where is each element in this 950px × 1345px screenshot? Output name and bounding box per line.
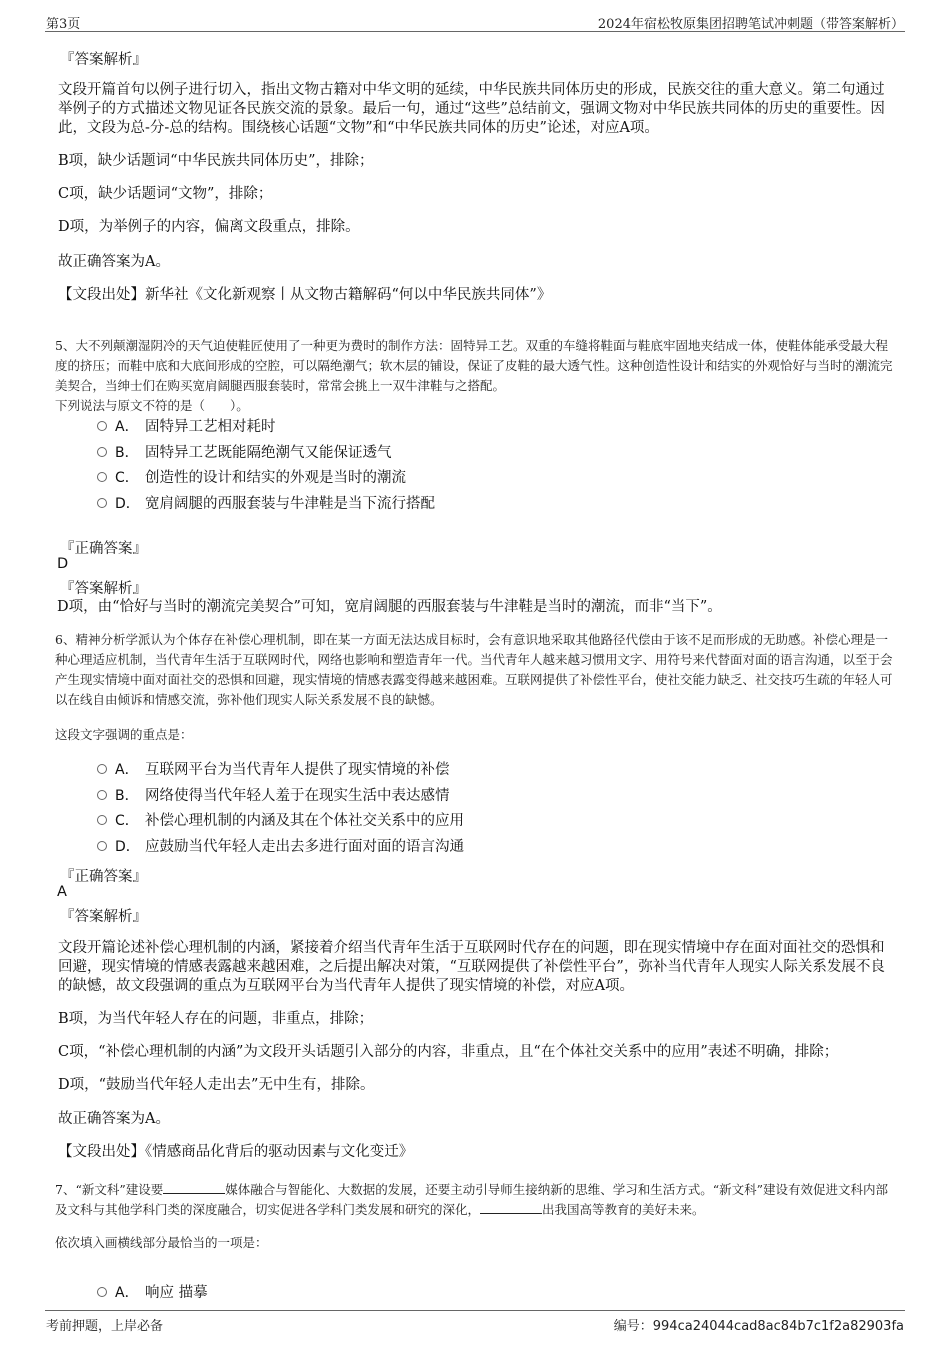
option-text: 应鼓励当代年轻人走出去多进行面对面的语言沟通 bbox=[145, 839, 464, 855]
code-label: 编号： bbox=[613, 1319, 653, 1334]
q4-analysis-p1: 文段开篇首句以例子进行切入，指出文物古籍对中华文明的延续，中华民族共同体历史的形成，民族交往的重大意义。第二句通过举例子的方式描述文物见证各民族交流的景象。最后一句，通过“这些”总结前文，强调文物对中华民族共同体的历史的重要性。因此，文段为总-分-总的结构。围绕核心话题“文物”和“中华民族共同体的历史”论述，对应A项。 bbox=[58, 82, 885, 136]
q7-option-a[interactable] bbox=[97, 1283, 208, 1303]
q7-stem-part3: 出我国高等教育的美好未来。 bbox=[542, 1202, 705, 1217]
radio-icon[interactable] bbox=[97, 421, 107, 431]
q6-analysis-p3: C项，“补偿心理机制的内涵”为文段开头话题引入部分的内容，非重点，且“在个体社交关系中的应用”表述不明确，排除； bbox=[58, 1044, 839, 1060]
fill-blank-2 bbox=[480, 1201, 542, 1214]
option-text: 网络使得当代年轻人羞于在现实生活中表达感情 bbox=[145, 788, 450, 804]
q5-option-b[interactable] bbox=[97, 443, 392, 463]
q5-option-c[interactable] bbox=[97, 468, 406, 488]
q5-correct-answer: D bbox=[57, 556, 69, 572]
q4-analysis-p3: C项，缺少话题词“文物”，排除； bbox=[58, 186, 273, 202]
page-number: 第3页 bbox=[46, 17, 81, 32]
radio-icon[interactable] bbox=[97, 447, 107, 457]
q6-question: 这段文字强调的重点是： bbox=[55, 727, 193, 742]
q5-question: 下列说法与原文不符的是（ ）。 bbox=[55, 398, 249, 413]
q6-analysis-p2: B项，为当代年轻人存在的问题，非重点，排除； bbox=[58, 1011, 374, 1027]
radio-icon[interactable] bbox=[97, 1287, 107, 1297]
option-letter: A． bbox=[115, 419, 139, 435]
option-letter: C． bbox=[115, 470, 139, 486]
q6-source: 【文段出处】《情感商品化背后的驱动因素与文化变迁》 bbox=[58, 1144, 414, 1160]
radio-icon[interactable] bbox=[97, 498, 107, 508]
footer-slogan: 考前押题，上岸必备 bbox=[46, 1319, 164, 1334]
q5-option-a[interactable] bbox=[97, 417, 276, 437]
radio-icon[interactable] bbox=[97, 841, 107, 851]
q5-analysis-label: 『答案解析』 bbox=[60, 581, 147, 597]
q5-option-d[interactable] bbox=[97, 494, 435, 514]
document-title: 2024年宿松牧原集团招聘笔试冲刺题（带答案解析） bbox=[597, 17, 904, 32]
q6-analysis-p4: D项，“鼓励当代年轻人走出去”无中生有，排除。 bbox=[58, 1077, 375, 1093]
q7-question: 依次填入画横线部分最恰当的一项是： bbox=[55, 1235, 268, 1250]
option-text: 响应 描摹 bbox=[145, 1285, 208, 1301]
q6-correct-label: 『正确答案』 bbox=[60, 869, 147, 885]
option-text: 宽肩阔腿的西服套装与牛津鞋是当下流行搭配 bbox=[145, 496, 435, 512]
q6-stem: 6、精神分析学派认为个体存在补偿心理机制，即在某一方面无法达成目标时，会有意识地采取其他路径代偿由于该不足而形成的无助感。补偿心理是一种心理适应机制，当代青年生活于互联网时代，网络也影响和塑造青年一代。当代青年人越来越习惯用文字、用符号来代替面对面的语言沟通，以至于会产生现实情境中面对面社交的恐惧和回避，现实情境的情感表露变得越来越困难。互联网提供了补偿性平台，使社交能力缺乏、社交技巧生疏的年轻人可以在线自由倾诉和情感交流，弥补他们现实人际关系发展不良的缺憾。 bbox=[55, 632, 893, 707]
radio-icon[interactable] bbox=[97, 790, 107, 800]
q6-answer-summary: 故正确答案为A。 bbox=[58, 1111, 170, 1127]
option-text: 创造性的设计和结实的外观是当时的潮流 bbox=[145, 470, 406, 486]
header-divider bbox=[45, 31, 905, 32]
footer-divider bbox=[45, 1310, 905, 1311]
q7-stem-part1: 7、“新文科”建设要 bbox=[55, 1182, 164, 1197]
option-text: 固特异工艺相对耗时 bbox=[145, 419, 276, 435]
q4-source: 【文段出处】新华社《文化新观察丨从文物古籍解码“何以中华民族共同体”》 bbox=[58, 287, 552, 303]
option-letter: D． bbox=[115, 496, 140, 512]
option-letter: D． bbox=[115, 839, 140, 855]
q7-stem-part2: 媒体融合与智能化、大数据的发展，还要主动引导师生接纳新的思维、学习和生活方式。“新文科”建设有效促进文科内部及文科与其他学科门类的深度融合，切实促进各学科门类发展和研究的深化， bbox=[55, 1182, 889, 1217]
q6-correct-answer: A bbox=[57, 884, 67, 900]
option-letter: A． bbox=[115, 762, 139, 778]
q4-analysis-p2: B项，缺少话题词“中华民族共同体历史”，排除； bbox=[58, 153, 374, 169]
radio-icon[interactable] bbox=[97, 472, 107, 482]
q6-option-b[interactable] bbox=[97, 786, 450, 806]
document-code bbox=[614, 1315, 904, 1334]
q4-analysis-label: 『答案解析』 bbox=[60, 52, 147, 68]
q6-option-d[interactable] bbox=[97, 837, 464, 857]
radio-icon[interactable] bbox=[97, 815, 107, 825]
option-letter: A． bbox=[115, 1285, 139, 1301]
q6-analysis-label: 『答案解析』 bbox=[60, 909, 147, 925]
fill-blank-1 bbox=[163, 1181, 225, 1194]
q6-option-a[interactable] bbox=[97, 760, 450, 780]
option-letter: C． bbox=[115, 813, 139, 829]
q4-answer-summary: 故正确答案为A。 bbox=[58, 254, 170, 270]
q5-stem: 5、大不列颠潮湿阴冷的天气迫使鞋匠使用了一种更为费时的制作方法：固特异工艺。双重的车缝将鞋面与鞋底牢固地夹结成一体，使鞋体能承受最大程度的挤压；而鞋中底和大底间形成的空腔，可以隔绝潮气；软木层的铺设，保证了皮鞋的最大透气性。这种创造性设计和结实的外观恰好与当时的潮流完美契合，当绅士们在购买宽肩阔腿西服套装时，常常会挑上一双牛津鞋与之搭配。 bbox=[55, 338, 893, 393]
option-text: 互联网平台为当代青年人提供了现实情境的补偿 bbox=[145, 762, 450, 778]
option-text: 固特异工艺既能隔绝潮气又能保证透气 bbox=[145, 445, 392, 461]
q6-option-c[interactable] bbox=[97, 811, 464, 831]
q5-analysis: D项，由“恰好与当时的潮流完美契合”可知，宽肩阔腿的西服套装与牛津鞋是当时的潮流，而非“当下”。 bbox=[57, 599, 722, 615]
q6-analysis-p1: 文段开篇论述补偿心理机制的内涵，紧接着介绍当代青年生活于互联网时代存在的问题，即在现实情境中存在面对面社交的恐惧和回避，现实情境的情感表露越来越困难，之后提出解决对策，“互联网提供了补偿性平台”，弥补当代青年人现实人际关系发展不良的缺憾，故文段强调的重点为互联网平台为当代青年人提供了现实情境的补偿，对应A项。 bbox=[58, 940, 885, 994]
option-letter: B． bbox=[115, 445, 139, 461]
q5-correct-label: 『正确答案』 bbox=[60, 541, 147, 557]
option-text: 补偿心理机制的内涵及其在个体社交关系中的应用 bbox=[145, 813, 464, 829]
q7-stem bbox=[55, 1180, 895, 1220]
code-value: 994ca24044cad8ac84b7c1f2a82903fa bbox=[652, 1319, 904, 1334]
option-letter: B． bbox=[115, 788, 139, 804]
radio-icon[interactable] bbox=[97, 764, 107, 774]
q4-analysis-p4: D项，为举例子的内容，偏离文段重点，排除。 bbox=[58, 219, 360, 235]
